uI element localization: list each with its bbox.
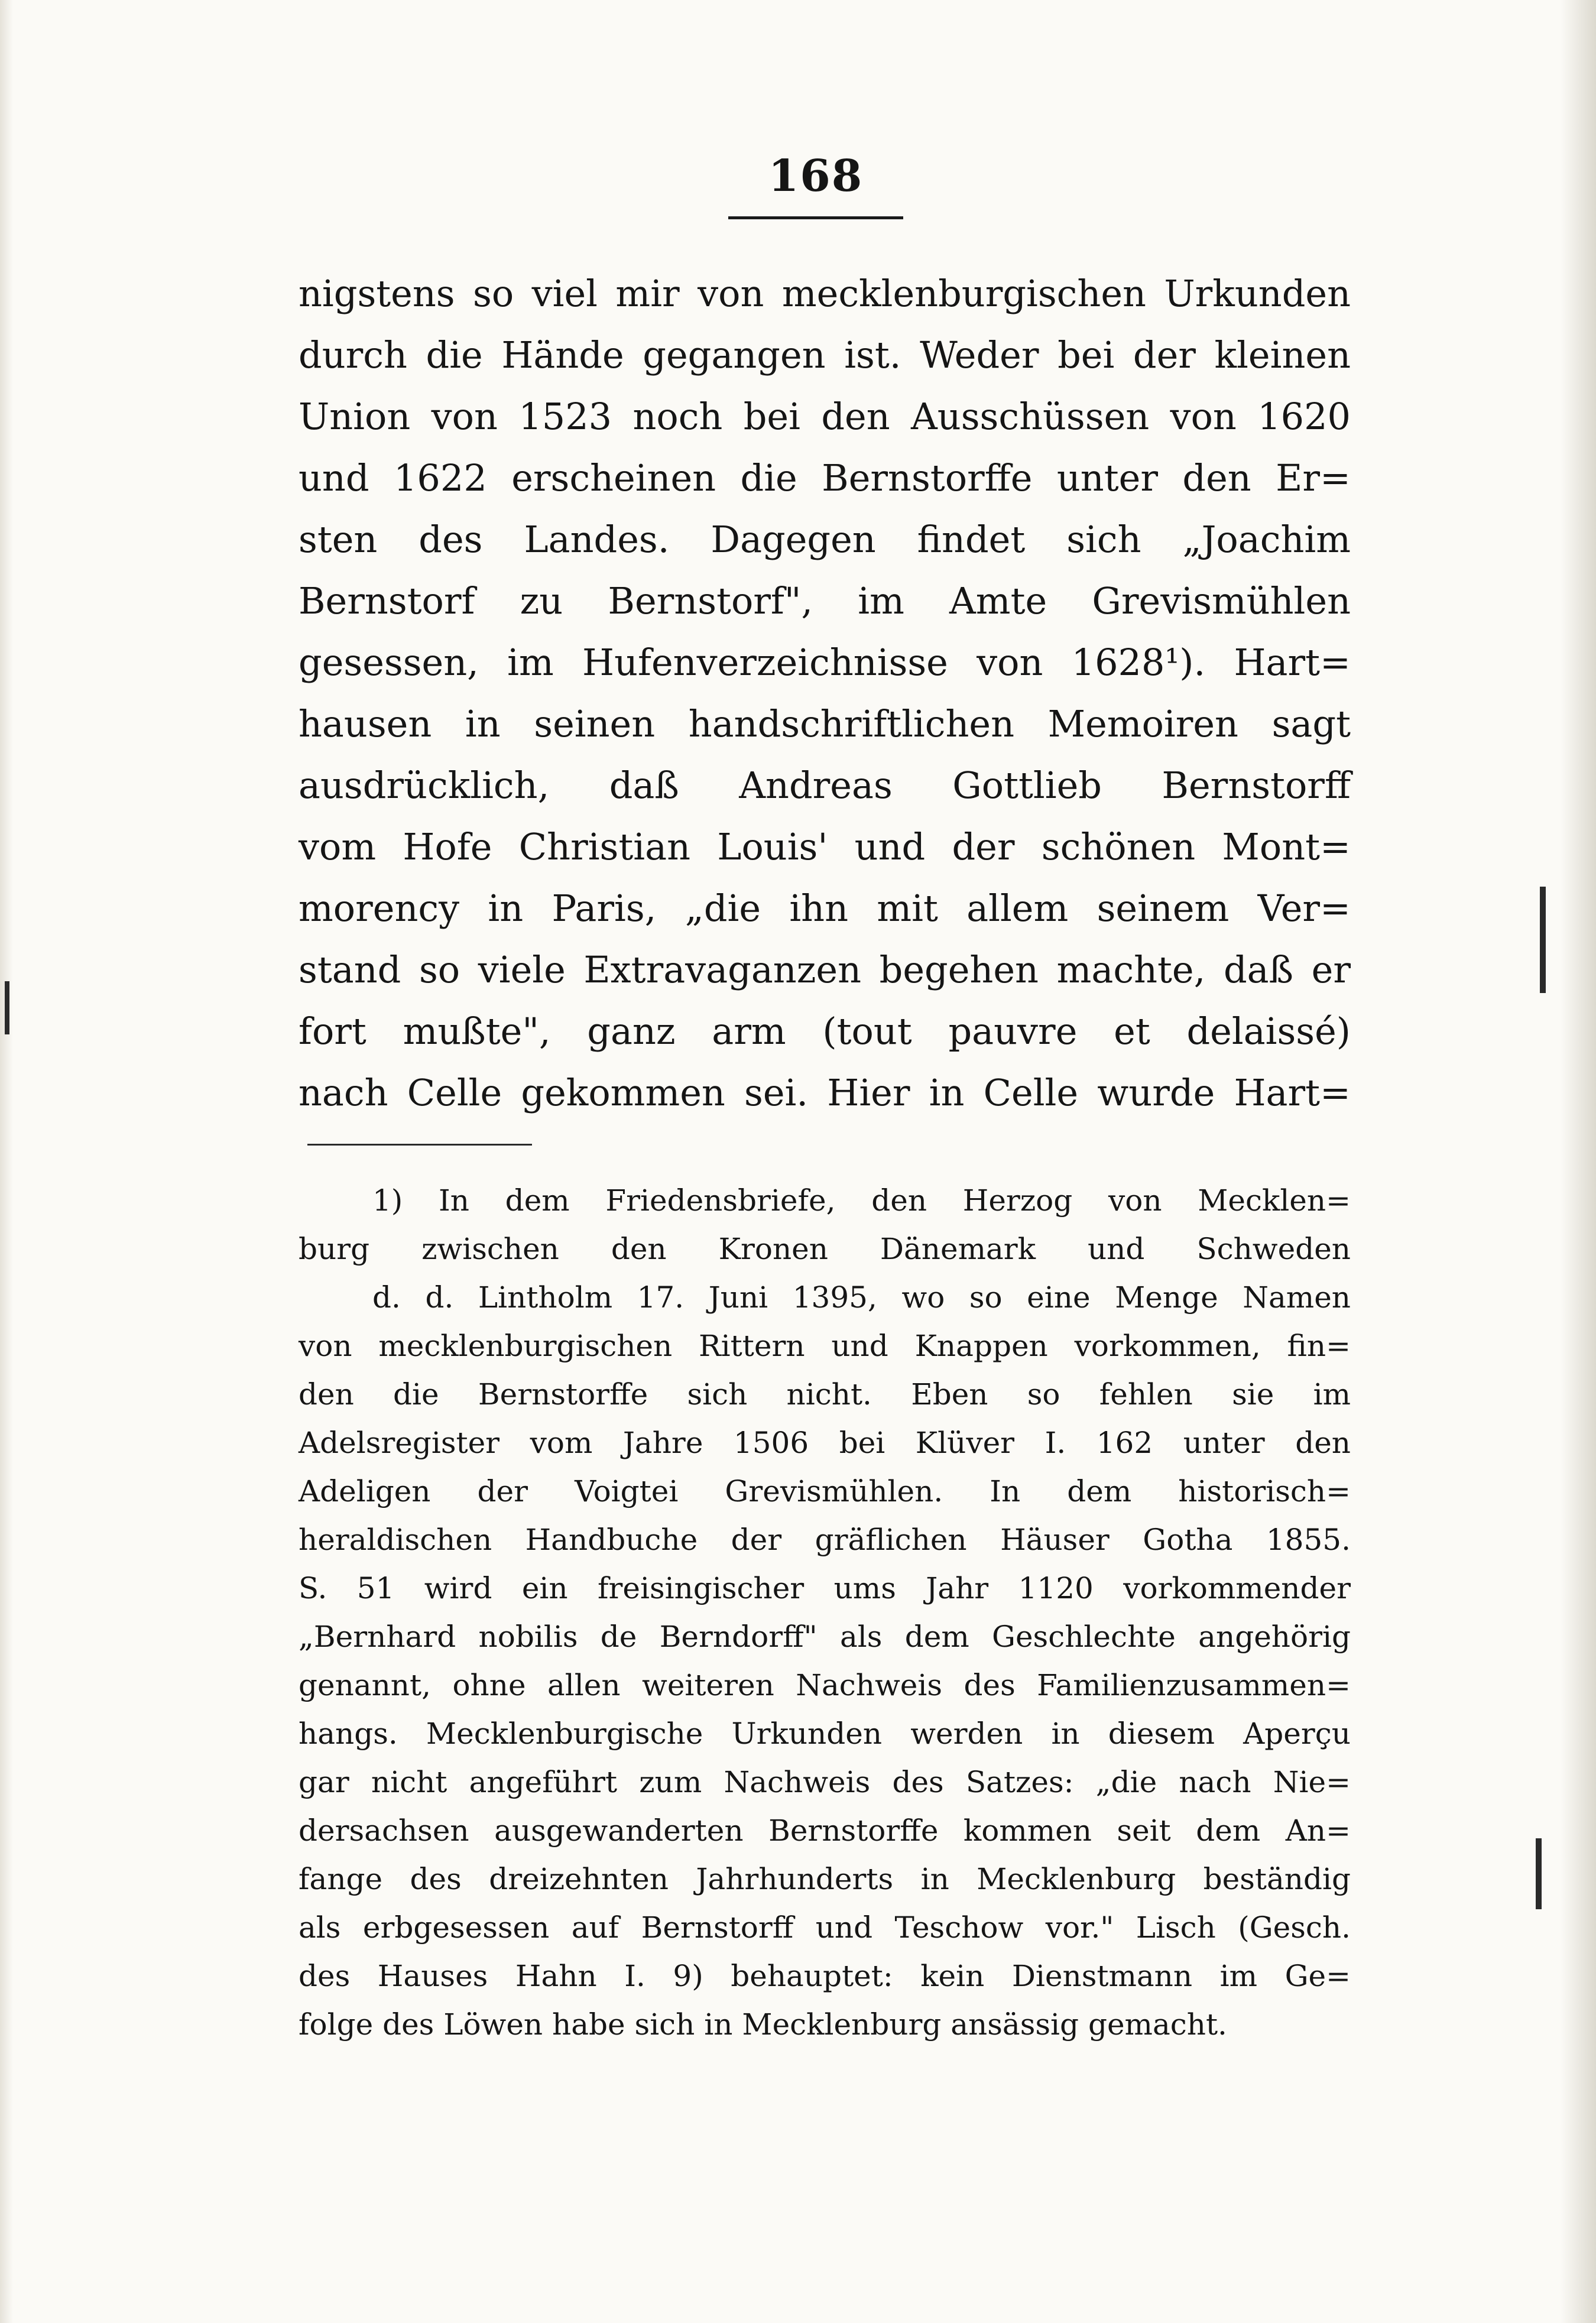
footnote-line: genannt, ohne allen weiteren Nachweis des Familienzusammen=: [299, 1668, 1351, 1702]
body-line: Union von 1523 noch bei den Ausschüssen von 1620: [299, 395, 1351, 438]
body-line: fort mußte", ganz arm (tout pauvre et delaissé): [299, 1010, 1351, 1053]
footnote-line: gar nicht angeführt zum Nachweis des Satzes: „die nach Nie=: [299, 1765, 1351, 1799]
body-line: stand so viele Extravaganzen begehen machte, daß er: [299, 948, 1351, 991]
footnote-line: Adeligen der Voigtei Grevismühlen. In dem historisch=: [299, 1474, 1351, 1508]
page-right-edge: [1561, 0, 1596, 2323]
footnote-line: den die Bernstorffe sich nicht. Eben so fehlen sie im: [299, 1377, 1351, 1412]
footnote-separator: [307, 1144, 532, 1146]
binding-shadow-mark: [1540, 887, 1546, 993]
footnote-line: dersachsen ausgewanderten Bernstorffe kommen seit dem An=: [299, 1813, 1351, 1848]
body-line: nigstens so viel mir von mecklenburgischen Urkunden: [299, 272, 1351, 315]
footnote-text: [299, 1176, 1351, 2049]
page-left-edge: [0, 0, 13, 2323]
body-line: morency in Paris, „die ihn mit allem seinem Ver=: [299, 887, 1351, 930]
binding-shadow-mark: [5, 981, 9, 1034]
page-number-underline: [728, 216, 903, 219]
body-line: und 1622 erscheinen die Bernstorffe unter den Er=: [299, 456, 1351, 499]
footnote-line: heraldischen Handbuche der gräflichen Häuser Gotha 1855.: [299, 1523, 1351, 1557]
footnote-line: 1) In dem Friedensbriefe, den Herzog von Mecklen=: [372, 1183, 1351, 1218]
footnote-line: des Hauses Hahn I. 9) behauptet: kein Dienstmann im Ge=: [299, 1959, 1351, 1993]
footnote-line: folge des Löwen habe sich in Mecklenburg ansässig gemacht.: [299, 2007, 1227, 2042]
footnote-line: hangs. Mecklenburgische Urkunden werden in diesem Aperçu: [299, 1717, 1351, 1751]
body-line: ausdrücklich, daß Andreas Gottlieb Bernstorff: [299, 764, 1351, 807]
footnote-line: als erbgesessen auf Bernstorff und Teschow vor." Lisch (Gesch.: [299, 1910, 1351, 1945]
footnote-line: S. 51 wird ein freisingischer ums Jahr 1120 vorkommender: [299, 1571, 1351, 1605]
footnote-line: burg zwischen den Kronen Dänemark und Schweden: [299, 1232, 1351, 1266]
footnote-line: Adelsregister vom Jahre 1506 bei Klüver I. 162 unter den: [299, 1426, 1351, 1460]
footnote-line: d. d. Lintholm 17. Juni 1395, wo so eine Menge Namen: [372, 1280, 1351, 1315]
body-line: nach Celle gekommen sei. Hier in Celle wurde Hart=: [299, 1071, 1351, 1114]
footnote-line: „Bernhard nobilis de Berndorff" als dem Geschlechte angehörig: [299, 1620, 1351, 1654]
body-line: hausen in seinen handschriftlichen Memoiren sagt: [299, 702, 1351, 745]
body-line: vom Hofe Christian Louis' und der schönen Mont=: [299, 825, 1351, 868]
footnote-line: von mecklenburgischen Rittern und Knappen vorkommen, fin=: [299, 1329, 1351, 1363]
body-line: sten des Landes. Dagegen findet sich „Joachim: [299, 518, 1351, 561]
binding-shadow-mark: [1536, 1838, 1542, 1909]
body-line: Bernstorf zu Bernstorf", im Amte Grevismühlen: [299, 579, 1351, 622]
body-line: gesessen, im Hufenverzeichnisse von 1628¹). Hart=: [299, 641, 1351, 684]
body-text: [299, 263, 1351, 1124]
page-number: 168: [768, 151, 864, 202]
body-line: durch die Hände gegangen ist. Weder bei der kleinen: [299, 333, 1351, 377]
footnote-line: fange des dreizehnten Jahrhunderts in Mecklenburg beständig: [299, 1862, 1351, 1896]
